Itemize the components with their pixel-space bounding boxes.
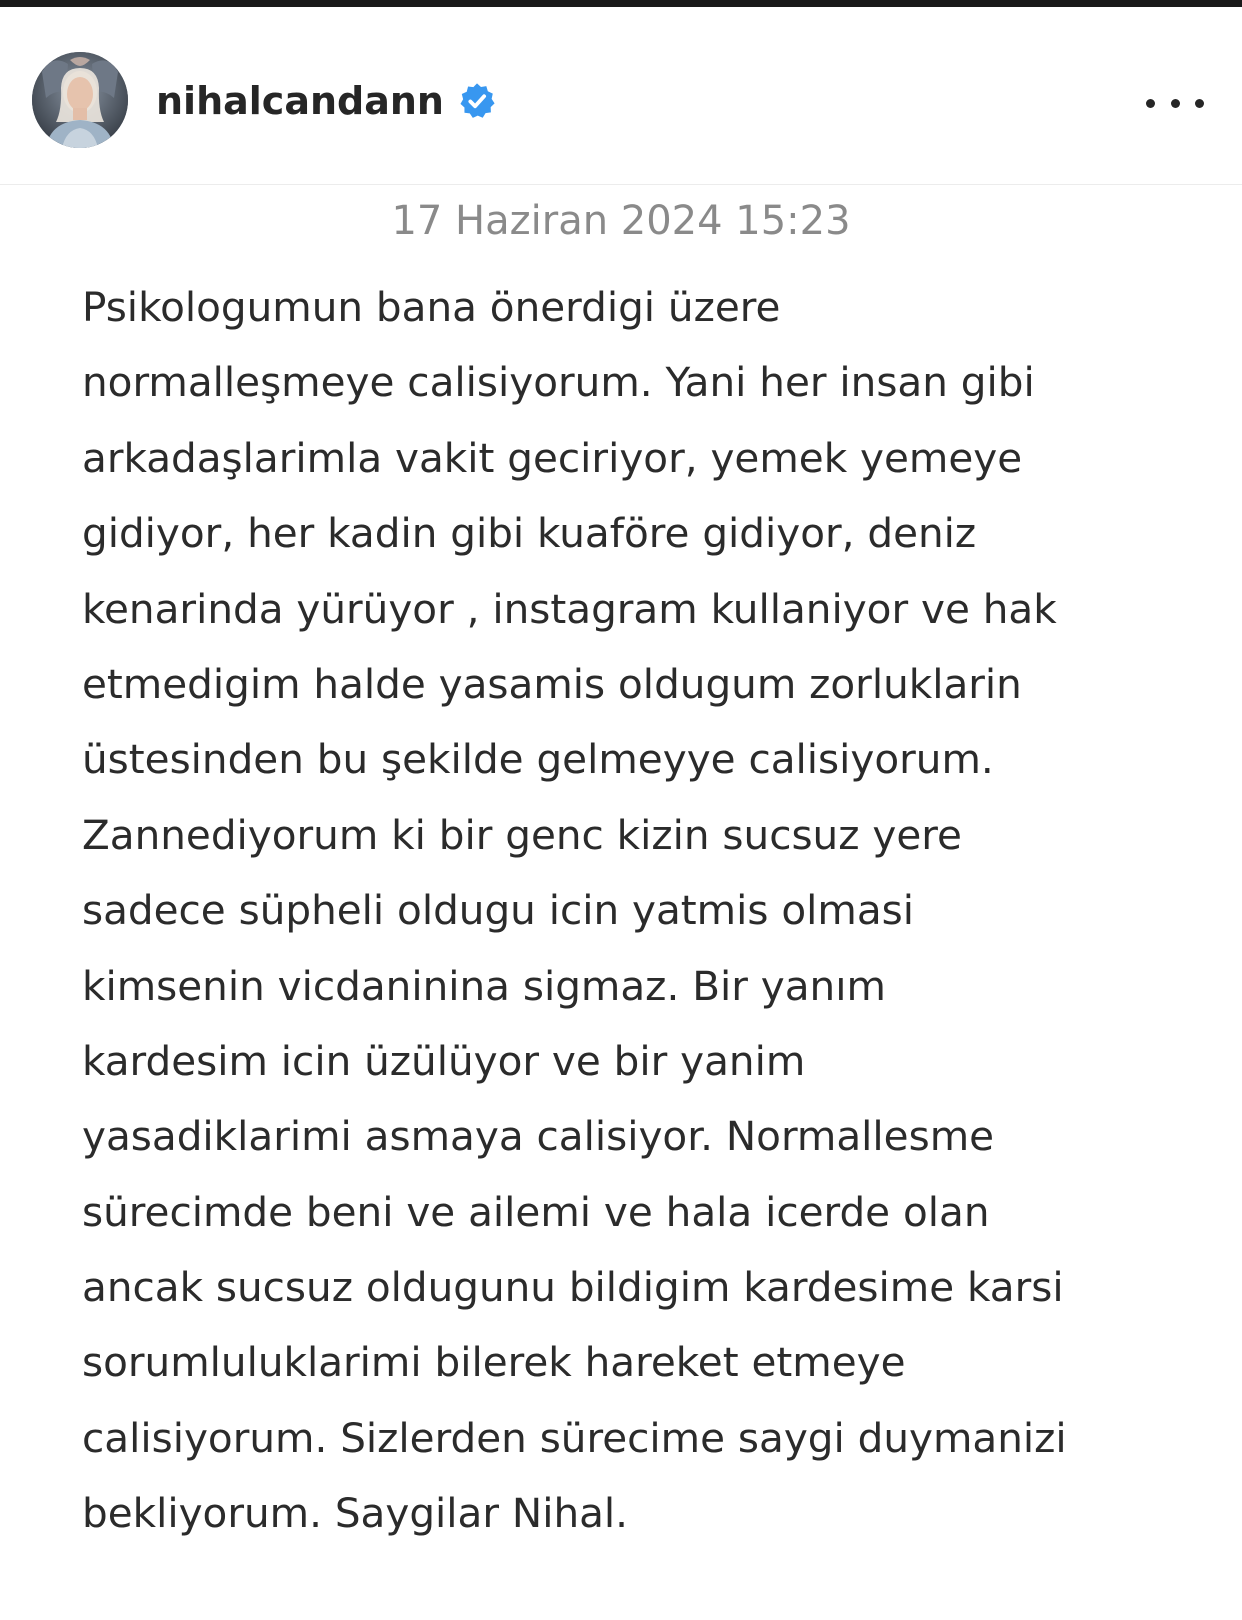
- message-line: gidiyor, her kadin gibi kuaföre gidiyor, deniz: [82, 509, 977, 558]
- message-line: calisiyorum. Sizlerden sürecime saygi duymanizi: [82, 1413, 1067, 1462]
- more-options-icon[interactable]: [1146, 88, 1204, 118]
- message-line: kenarinda yürüyor , instagram kullaniyor ve hak: [82, 584, 1057, 633]
- avatar[interactable]: [32, 52, 128, 148]
- message-line: etmedigim halde yasamis oldugum zorluklarin: [82, 659, 1022, 708]
- post-message: [82, 270, 1192, 1552]
- message-line: kimsenin vicdaninina sigmaz. Bir yanım: [82, 961, 886, 1010]
- username[interactable]: nihalcandann: [156, 79, 444, 123]
- profile-photo-icon: [32, 52, 128, 148]
- post-timestamp: 17 Haziran 2024 15:23: [391, 198, 851, 244]
- username-row: [156, 76, 496, 126]
- more-dot: [1195, 99, 1204, 108]
- message-line: normalleşmeye calisiyorum. Yani her insan gibi: [82, 358, 1035, 407]
- message-line: Zannediyorum ki bir genc kizin sucsuz yere: [82, 810, 962, 859]
- message-line: kardesim icin üzülüyor ve bir yanim: [82, 1036, 806, 1085]
- message-line: bekliyorum. Saygilar Nihal.: [82, 1489, 629, 1538]
- message-line: sadece süpheli oldugu icin yatmis olmasi: [82, 886, 915, 935]
- message-line: sürecimde beni ve ailemi ve hala icerde olan: [82, 1187, 990, 1236]
- more-dot: [1146, 99, 1155, 108]
- message-line: sorumluluklarimi bilerek hareket etmeye: [82, 1338, 906, 1387]
- message-line: arkadaşlarimla vakit geciriyor, yemek yemeye: [82, 433, 1023, 482]
- message-line: üstesinden bu şekilde gelmeyye calisiyorum.: [82, 735, 994, 784]
- message-line: Psikologumun bana önerdigi üzere: [82, 283, 781, 331]
- more-dot: [1171, 99, 1180, 108]
- message-line: yasadiklarimi asmaya calisiyor. Normallesme: [82, 1112, 995, 1161]
- message-line: ancak sucsuz oldugunu bildigim kardesime karsi: [82, 1263, 1064, 1312]
- top-border: [0, 0, 1242, 7]
- verified-badge-icon: [458, 82, 496, 120]
